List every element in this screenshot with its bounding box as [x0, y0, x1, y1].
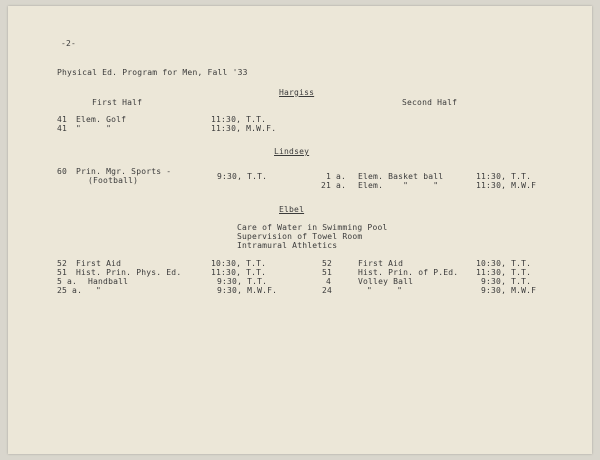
course-number: 51: [57, 268, 68, 277]
course-time: 11:30, T.T.: [211, 268, 267, 277]
course-time: 9:30, M.W.F.: [217, 286, 278, 295]
course-time: 10:30, T.T.: [476, 259, 532, 268]
course-time: 11:30, T.T.: [211, 115, 267, 124]
course-number: 24: [322, 286, 333, 295]
first-half-heading: First Half: [92, 98, 143, 107]
course-number: 25 a.: [57, 286, 83, 295]
course-time: 11:30, M.W.F: [476, 181, 537, 190]
document-title: Physical Ed. Program for Men, Fall '33: [57, 68, 248, 77]
course-name: Hist. Prin. of P.Ed.: [358, 268, 459, 277]
course-number: 60: [57, 167, 68, 176]
course-name: Elem. " ": [358, 181, 439, 190]
course-name: Prin. Mgr. Sports -: [76, 167, 172, 176]
course-number: 21 a.: [321, 181, 347, 190]
second-half-heading: Second Half: [402, 98, 458, 107]
course-number: 41: [57, 124, 68, 133]
course-number: 51: [322, 268, 333, 277]
course-name: Elem. Golf: [76, 115, 127, 124]
instructor-heading-elbel: Elbel: [279, 205, 305, 214]
course-number: 4: [326, 277, 332, 286]
course-name: Volley Ball: [358, 277, 414, 286]
course-time: 9:30, T.T.: [217, 172, 268, 181]
course-name: " ": [76, 124, 112, 133]
course-number: 52: [322, 259, 333, 268]
course-number: 5 a.: [57, 277, 78, 286]
course-time: 11:30, T.T.: [476, 268, 532, 277]
course-name: Handball: [88, 277, 129, 286]
course-number: 41: [57, 115, 68, 124]
course-time: 11:30, M.W.F.: [211, 124, 277, 133]
course-name: First Aid: [76, 259, 122, 268]
course-name: Elem. Basket ball: [358, 172, 444, 181]
duty-line: Supervision of Towel Room: [237, 232, 363, 241]
course-number: 52: [57, 259, 68, 268]
course-number: 1 a.: [326, 172, 347, 181]
document-page: [8, 6, 592, 454]
course-time: 9:30, M.W.F: [481, 286, 537, 295]
instructor-heading-hargiss: Hargiss: [279, 88, 315, 97]
duty-line: Intramural Athletics: [237, 241, 338, 250]
duty-line: Care of Water in Swimming Pool: [237, 223, 388, 232]
page-number: -2-: [61, 39, 77, 48]
course-name: First Aid: [358, 259, 404, 268]
course-name: Hist. Prin. Phys. Ed.: [76, 268, 182, 277]
course-name: ": [96, 286, 102, 295]
course-name: (Football): [88, 176, 139, 185]
course-time: 9:30, T.T.: [217, 277, 268, 286]
course-time: 11:30, T.T.: [476, 172, 532, 181]
course-name: " ": [367, 286, 403, 295]
instructor-heading-lindsey: Lindsey: [274, 147, 310, 156]
course-time: 10:30, T.T.: [211, 259, 267, 268]
course-time: 9:30, T.T.: [481, 277, 532, 286]
